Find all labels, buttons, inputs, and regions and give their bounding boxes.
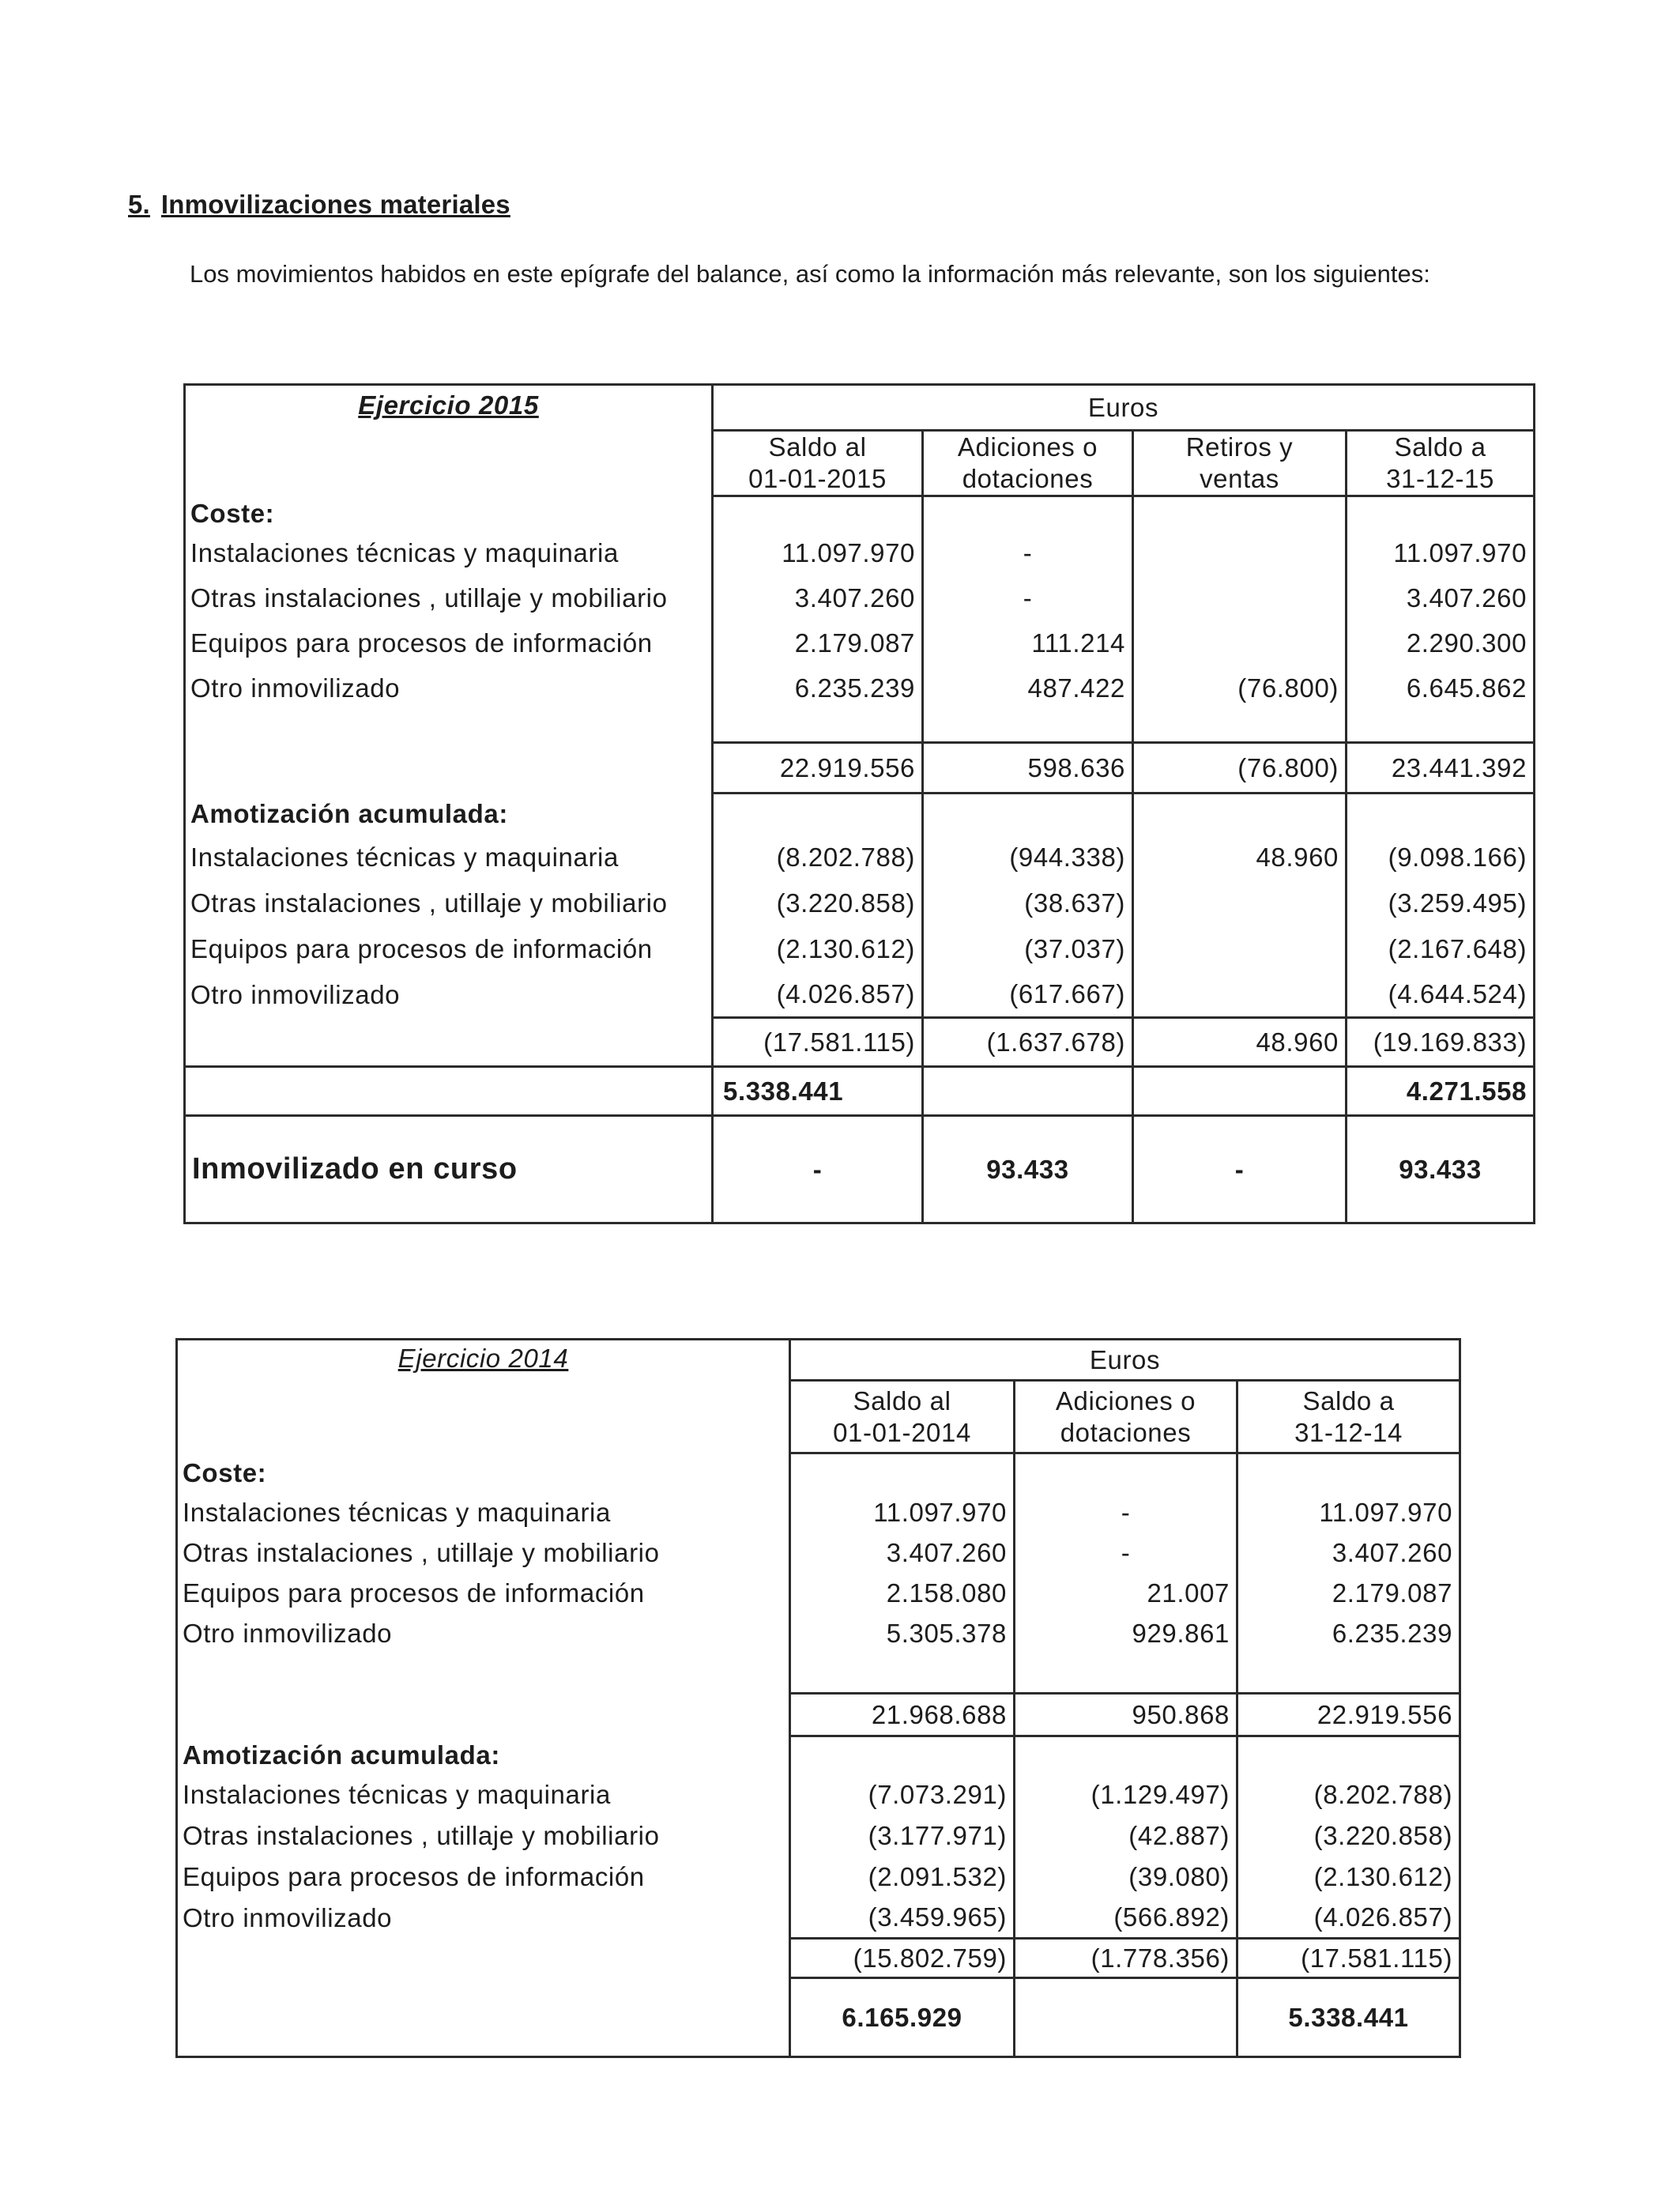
cell-saldo-inicial: (3.459.965) <box>790 1898 1015 1939</box>
cell-adiciones: 487.422 <box>923 666 1133 711</box>
table-row <box>185 531 1535 576</box>
section-number: 5. <box>128 190 150 219</box>
section-label-coste: Coste: <box>183 1457 267 1487</box>
cell-adiciones: (944.338) <box>923 835 1133 880</box>
table-row <box>177 1898 1460 1939</box>
intro-paragraph: Los movimientos habidos en este epígrafe del balance, así como la información más relevante, son los siguientes: <box>190 260 1430 288</box>
cell-retiros: 48.960 <box>1133 1018 1347 1067</box>
cell-adiciones: (566.892) <box>1015 1898 1237 1939</box>
cell-saldo-inicial: - <box>713 1116 923 1223</box>
row-label: Otro inmovilizado <box>183 1619 393 1648</box>
row-label: Equipos para procesos de información <box>190 933 653 963</box>
cell-retiros: 48.960 <box>1133 835 1347 880</box>
row-label: Instalaciones técnicas y maquinaria <box>190 842 619 872</box>
cell-adiciones: 21.007 <box>1015 1574 1237 1614</box>
table-row <box>185 972 1535 1018</box>
cell-saldo-inicial: (8.202.788) <box>713 835 923 880</box>
row-label: Equipos para procesos de información <box>183 1578 645 1608</box>
cell-saldo-final: 6.235.239 <box>1237 1614 1460 1654</box>
row-label: Equipos para procesos de información <box>190 628 653 658</box>
cell-saldo-final: (4.026.857) <box>1237 1898 1460 1939</box>
table-row <box>185 926 1535 972</box>
col-header-adiciones: Adiciones o dotaciones <box>1015 1381 1237 1453</box>
cell-saldo-final: 11.097.970 <box>1237 1493 1460 1533</box>
cell-saldo-inicial: 2.179.087 <box>713 621 923 666</box>
cell-saldo-final: 2.179.087 <box>1237 1574 1460 1614</box>
cell-adiciones: - <box>923 531 1133 576</box>
cell-saldo-final: 11.097.970 <box>1347 531 1535 576</box>
table-row <box>177 1815 1460 1857</box>
row-label: Otro inmovilizado <box>190 979 401 1009</box>
cell-saldo-final: 3.407.260 <box>1347 576 1535 621</box>
row-label: Otras instalaciones , utillaje y mobiliario <box>183 1538 660 1567</box>
cell-adiciones: (37.037) <box>923 926 1133 972</box>
table-2014-title: Ejercicio 2014 <box>397 1344 569 1373</box>
section-title: Inmovilizaciones materiales <box>160 190 510 219</box>
row-label: Otras instalaciones , utillaje y mobiliario <box>183 1820 660 1850</box>
cell-saldo-inicial: (2.091.532) <box>790 1857 1015 1898</box>
cell-saldo-inicial: 11.097.970 <box>790 1493 1015 1533</box>
cell-saldo-final: 6.645.862 <box>1347 666 1535 711</box>
subtotal-row-coste <box>177 1694 1460 1736</box>
cell-net-saldo-inicial: 6.165.929 <box>790 1978 1015 2057</box>
row-label: Instalaciones técnicas y maquinaria <box>183 1498 611 1527</box>
cell-retiros <box>1133 972 1347 1018</box>
table-row <box>177 1533 1460 1574</box>
col-header-adiciones: Adiciones o dotaciones <box>923 431 1133 496</box>
row-label: Otras instalaciones , utillaje y mobiliario <box>190 888 668 918</box>
row-label: Equipos para procesos de información <box>183 1861 645 1891</box>
cell-saldo-inicial: (3.220.858) <box>713 880 923 926</box>
table-row <box>185 835 1535 880</box>
col-header-saldo-final: Saldo a 31-12-15 <box>1347 431 1535 496</box>
cell-net-saldo-final: 4.271.558 <box>1347 1067 1535 1116</box>
cell-adiciones: - <box>1015 1493 1237 1533</box>
cell-saldo-final: 93.433 <box>1347 1116 1535 1223</box>
section-label-amortizacion: Amotización acumulada: <box>190 798 508 828</box>
cell-adiciones: (1.637.678) <box>923 1018 1133 1067</box>
cell-saldo-inicial: 6.235.239 <box>713 666 923 711</box>
cell-adiciones: 598.636 <box>923 743 1133 794</box>
col-header-saldo-inicial: Saldo al 01-01-2015 <box>713 431 923 496</box>
currency-header: Euros <box>713 385 1535 431</box>
col-header-retiros: Retiros y ventas <box>1133 431 1347 496</box>
row-label: Otro inmovilizado <box>190 673 401 703</box>
cell-saldo-inicial: 2.158.080 <box>790 1574 1015 1614</box>
table-2015-title: Ejercicio 2015 <box>358 390 539 420</box>
cell-saldo-final: 23.441.392 <box>1347 743 1535 794</box>
cell-saldo-inicial: 3.407.260 <box>713 576 923 621</box>
cell-adiciones: (38.637) <box>923 880 1133 926</box>
table-row <box>185 621 1535 666</box>
table-row <box>185 880 1535 926</box>
table-row <box>177 1774 1460 1815</box>
section-label-coste: Coste: <box>190 498 275 528</box>
cell-retiros <box>1133 926 1347 972</box>
table-row <box>177 1857 1460 1898</box>
net-value-row <box>177 1978 1460 2057</box>
row-label: Instalaciones técnicas y maquinaria <box>183 1779 611 1809</box>
cell-saldo-final: 22.919.556 <box>1237 1694 1460 1736</box>
table-row <box>185 666 1535 711</box>
cell-adiciones: 111.214 <box>923 621 1133 666</box>
cell-saldo-final: (4.644.524) <box>1347 972 1535 1018</box>
cell-saldo-final: (9.098.166) <box>1347 835 1535 880</box>
table-row <box>177 1614 1460 1654</box>
table-row <box>177 1493 1460 1533</box>
cell-saldo-inicial: 5.305.378 <box>790 1614 1015 1654</box>
cell-saldo-final: (2.130.612) <box>1237 1857 1460 1898</box>
section-heading <box>128 190 510 220</box>
subtotal-row-coste <box>185 743 1535 794</box>
cell-retiros: - <box>1133 1116 1347 1223</box>
curso-row <box>185 1116 1535 1223</box>
cell-adiciones: - <box>923 576 1133 621</box>
cell-saldo-inicial: 22.919.556 <box>713 743 923 794</box>
cell-saldo-inicial: 3.407.260 <box>790 1533 1015 1574</box>
cell-saldo-inicial: 21.968.688 <box>790 1694 1015 1736</box>
table-ejercicio-2014 <box>175 1338 1461 2058</box>
row-label: Otro inmovilizado <box>183 1902 393 1932</box>
row-label: Otras instalaciones , utillaje y mobiliario <box>190 583 668 613</box>
cell-adiciones: (617.667) <box>923 972 1133 1018</box>
curso-label: Inmovilizado en curso <box>192 1152 518 1186</box>
cell-saldo-inicial: (7.073.291) <box>790 1774 1015 1815</box>
cell-adiciones: (1.129.497) <box>1015 1774 1237 1815</box>
col-header-saldo-inicial: Saldo al 01-01-2014 <box>790 1381 1015 1453</box>
cell-retiros <box>1133 621 1347 666</box>
cell-saldo-inicial: (2.130.612) <box>713 926 923 972</box>
cell-saldo-final: (3.259.495) <box>1347 880 1535 926</box>
table-ejercicio-2015 <box>183 383 1535 1224</box>
cell-net-saldo-final: 5.338.441 <box>1237 1978 1460 2057</box>
cell-retiros: (76.800) <box>1133 666 1347 711</box>
cell-saldo-final: (2.167.648) <box>1347 926 1535 972</box>
cell-adiciones: - <box>1015 1533 1237 1574</box>
cell-adiciones: 950.868 <box>1015 1694 1237 1736</box>
cell-retiros <box>1133 576 1347 621</box>
table-row <box>185 576 1535 621</box>
cell-saldo-inicial: (17.581.115) <box>713 1018 923 1067</box>
cell-adiciones: 929.861 <box>1015 1614 1237 1654</box>
cell-saldo-inicial: 11.097.970 <box>713 531 923 576</box>
row-label: Instalaciones técnicas y maquinaria <box>190 538 619 567</box>
col-header-saldo-final: Saldo a 31-12-14 <box>1237 1381 1460 1453</box>
cell-saldo-final: (8.202.788) <box>1237 1774 1460 1815</box>
cell-retiros <box>1133 531 1347 576</box>
cell-saldo-final: 2.290.300 <box>1347 621 1535 666</box>
subtotal-row-amortizacion <box>185 1018 1535 1067</box>
cell-saldo-inicial: (4.026.857) <box>713 972 923 1018</box>
cell-retiros: (76.800) <box>1133 743 1347 794</box>
section-label-amortizacion: Amotización acumulada: <box>183 1740 500 1770</box>
net-value-row <box>185 1067 1535 1116</box>
cell-saldo-final: (17.581.115) <box>1237 1939 1460 1978</box>
cell-saldo-inicial: (15.802.759) <box>790 1939 1015 1978</box>
cell-adiciones: 93.433 <box>923 1116 1133 1223</box>
cell-retiros <box>1133 880 1347 926</box>
cell-saldo-final: (19.169.833) <box>1347 1018 1535 1067</box>
cell-saldo-final: (3.220.858) <box>1237 1815 1460 1857</box>
cell-saldo-final: 3.407.260 <box>1237 1533 1460 1574</box>
cell-adiciones: (1.778.356) <box>1015 1939 1237 1978</box>
cell-saldo-inicial: (3.177.971) <box>790 1815 1015 1857</box>
subtotal-row-amortizacion <box>177 1939 1460 1978</box>
cell-net-saldo-inicial: 5.338.441 <box>713 1067 923 1116</box>
currency-header: Euros <box>790 1340 1460 1381</box>
cell-adiciones: (42.887) <box>1015 1815 1237 1857</box>
cell-adiciones: (39.080) <box>1015 1857 1237 1898</box>
table-row <box>177 1574 1460 1614</box>
